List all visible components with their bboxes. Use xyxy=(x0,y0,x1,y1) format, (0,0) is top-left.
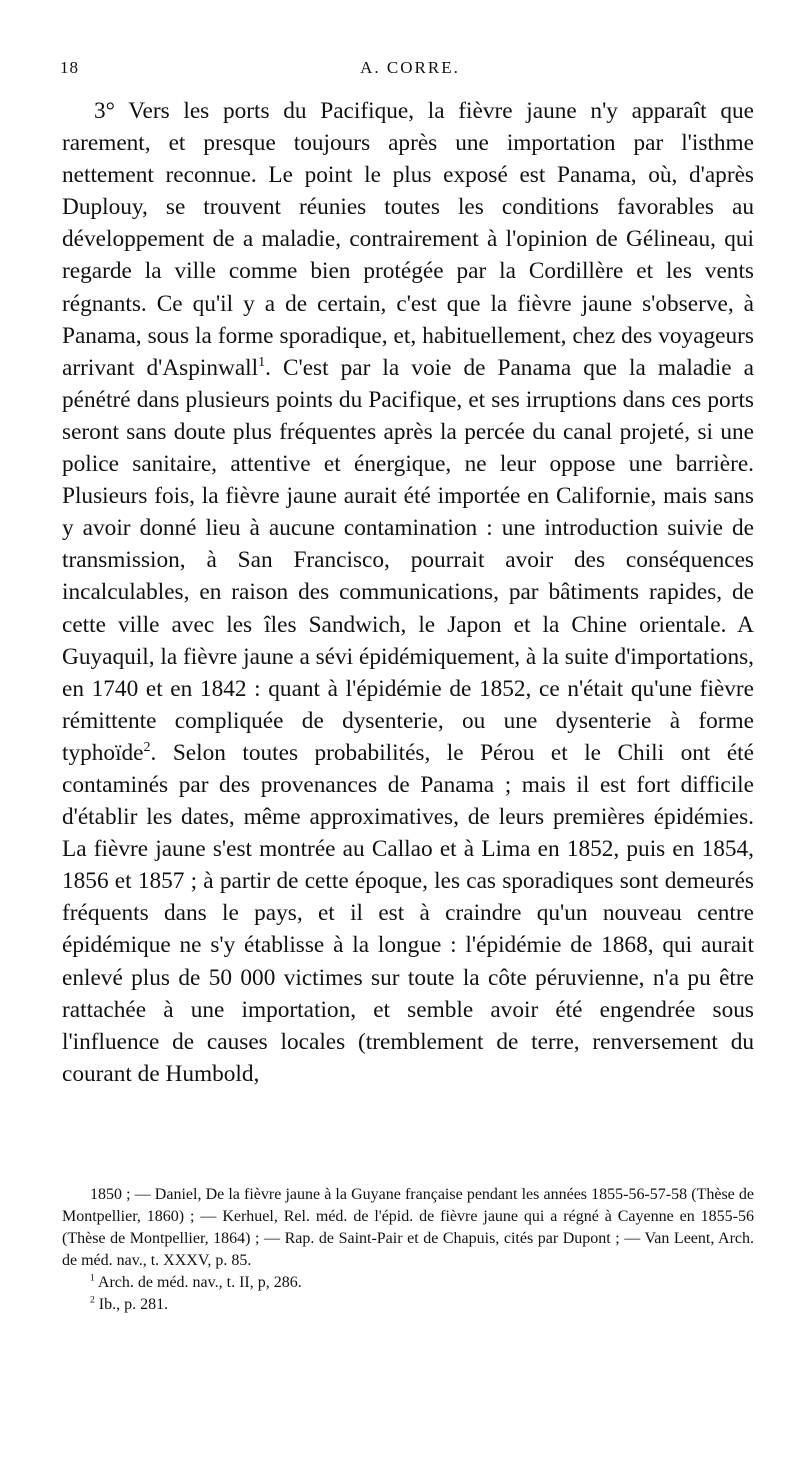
running-head: A. CORRE. xyxy=(360,58,460,77)
paragraph-text-part-2: . C'est par la voie de Panama que la maladie a pénétré dans plusieurs points du Pacifique, et ses irruptions dans ces ports seront sans doute plus fréquentes après la percée du canal projeté, si une police sanitaire, attentive et énergique, ne leur oppose une barrière. Plusieurs fois, la fièvre jaune aurait été importée en Californie, mais sans y avoir donné lieu à aucune contamination : une introduction suivie de transmission, à San Francisco, pourrait avoir des conséquences incalculables, en raison des communications, par bâtiments rapides, de cette ville avec les îles Sandwich, le Japon et la Chine orientale. A Guyaquil, la fièvre jaune a sévi épidémiquement, à la suite d'importations, en 1740 et en 1842 : quant à l'épidémie de 1852, ce n'était qu'une fièvre rémittente compliquée de dysenterie, ou une dysenterie à forme typhoïde xyxy=(62,354,754,766)
page-number: 18 xyxy=(60,58,79,77)
footnote-1 xyxy=(62,1272,754,1294)
footnote-2-mark: 2 xyxy=(90,1294,95,1306)
paragraph-text-part-3: . Selon toutes probabilités, le Pérou et le Chili ont été contaminés par des provenances de Panama ; mais il est fort difficile d'établir les dates, même approximatives, de leurs premières épidémies. La fièvre jaune s'est montrée au Callao et à Lima en 1852, puis en 1854, 1856 et 1857 ; à partir de cette époque, les cas sporadiques sont demeurés fréquents dans le pays, et il est à craindre qu'un nouveau centre épidémique ne s'y établisse à la longue : l'épidémie de 1868, qui aurait enlevé plus de 50 000 victimes sur toute la côte péruvienne, n'a pu être rattachée à une importation, et semble avoir été engendrée sous l'influence de causes locales (tremblement de terre, renversement du courant de Humbold, xyxy=(62,739,754,1087)
footnotes xyxy=(62,1184,754,1316)
footnote-1-mark: 1 xyxy=(90,1272,95,1284)
body-paragraph xyxy=(62,95,754,1090)
footnote-2-text: Ib., p. 281. xyxy=(98,1296,169,1313)
paragraph-text-part-1: 3° Vers les ports du Pacifique, la fièvre jaune n'y apparaît que rarement, et presque toujours après une importation par l'isthme nettement reconnue. Le point le plus exposé est Panama, où, d'après Duplouy, se trouvent réunies toutes les conditions favorables au développement de a maladie, contrairement à l'opinion de Gélineau, qui regarde la ville comme bien protégée par la Cordillère et les vents régnants. Ce qu'il y a de certain, c'est que la fièvre jaune s'observe, à Panama, sous la forme sporadique, et, habituellement, chez des voyageurs arrivant d'Aspinwall xyxy=(62,98,754,381)
footnote-2 xyxy=(62,1294,754,1316)
footnote-ref-2: 2 xyxy=(143,740,151,756)
footnote-ref-1: 1 xyxy=(258,354,266,370)
page-header xyxy=(60,58,760,88)
footnote-1-text: Arch. de méd. nav., t. II, p, 286. xyxy=(97,1274,302,1291)
footnote-continued: 1850 ; — Daniel, De la fièvre jaune à la Guyane française pendant les années 1855-56-57-58 (Thèse de Montpellier, 1860) ; — Kerhuel, Rel. méd. de l'épid. de fièvre jaune qui a régné à Cayenne en 1855-56 (Thèse de Montpellier, 1864) ; — Rap. de Saint-Pair et de Chapuis, cités par Dupont ; — Van Leent, Arch. de méd. nav., t. XXXV, p. 85. xyxy=(62,1186,754,1269)
